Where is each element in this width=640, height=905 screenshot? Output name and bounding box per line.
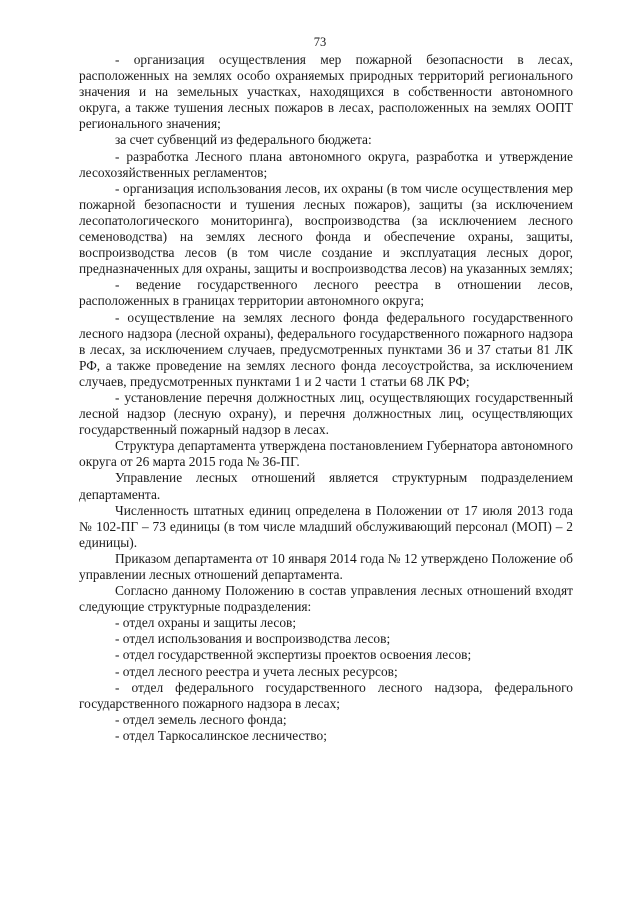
paragraph-fire-safety-oopt: - организация осуществления мер пожарной безопасности в лесах, расположенных на землях особо охраняемых природных территорий регионального значения и на земельных участках, находящихся в собственности автономного округа, а также тушения лесных пожаров в лесах, расположенных на землях ООПТ регионального значения; [79, 52, 573, 132]
paragraph-staff-count: Численность штатных единиц определена в Положении от 17 июля 2013 года № 102-ПГ – 73 единицы (в том числе младший обслуживающий персонал (МОП) – 2 единицы). [79, 502, 573, 550]
paragraph-forest-use-organization: - организация использования лесов, их охраны (в том числе осуществления мер пожарной безопасности и тушения лесных пожаров), защиты (за исключением лесопатологического мониторинга), воспроизводства (за исключением лесного семеноводства) на землях лесного фонда и обеспечение охраны, защиты, воспроизводства лесов (в том числе создание и эксплуатация лесных дорог, предназначенных для охраны, защиты и воспроизводства лесов) на указанных землях; [79, 180, 573, 277]
paragraph-officials-list: - установление перечня должностных лиц, осуществляющих государственный лесной надзор (лесную охрану), и перечня должностных лиц, осуществляющих государственный пожарный надзор в лесах. [79, 389, 573, 438]
paragraph-forest-plan: - разработка Лесного плана автономного округа, разработка и утверждение лесохозяйственных регламентов; [79, 148, 573, 180]
list-item-expertise-department: - отдел государственной экспертизы проектов освоения лесов; [115, 647, 472, 663]
paragraph-federal-supervision: - осуществление на землях лесного фонда федерального государственного лесного надзора (лесной охраны), федерального государственного пожарного надзора в лесах, за исключением случаев, предусмотренных пунктами 36 и 37 статьи 81 ЛК РФ, а также проведение на землях лесного фонда лесоустройства, за исключением случаев, предусмотренных пунктами 1 и 2 части 1 статьи 68 ЛК РФ; [79, 309, 573, 389]
paragraph-forest-register: - ведение государственного лесного реестра в отношении лесов, расположенных в границах территории автономного округа; [79, 277, 573, 309]
paragraph-forest-relations-division: Управление лесных отношений является структурным подразделением департамента. [79, 470, 573, 502]
list-item-register-department: - отдел лесного реестра и учета лесных ресурсов; [115, 663, 398, 679]
list-item-tarkosale-forestry: - отдел Таркосалинское лесничество; [115, 727, 327, 743]
list-item-supervision-department: - отдел федерального государственного лесного надзора, федерального государственного пожарного надзора в лесах; [79, 679, 573, 711]
paragraph-structural-units-intro: Согласно данному Положению в состав управления лесных отношений входят следующие структурные подразделения: [79, 583, 573, 615]
list-item-use-department: - отдел использования и воспроизводства лесов; [115, 631, 391, 647]
paragraph-order: Приказом департамента от 10 января 2014 года № 12 утверждено Положение об управлении лесных отношений департамента. [79, 550, 573, 582]
list-item-protection-department: - отдел охраны и защиты лесов; [115, 615, 297, 631]
list-item-lands-department: - отдел земель лесного фонда; [115, 711, 287, 727]
document-body [79, 52, 573, 744]
paragraph-federal-subventions: за счет субвенций из федерального бюджета: [115, 132, 372, 148]
page-number: 73 [313, 35, 327, 49]
paragraph-department-structure: Структура департамента утверждена постановлением Губернатора автономного округа от 26 марта 2015 года № 36-ПГ. [79, 438, 573, 470]
